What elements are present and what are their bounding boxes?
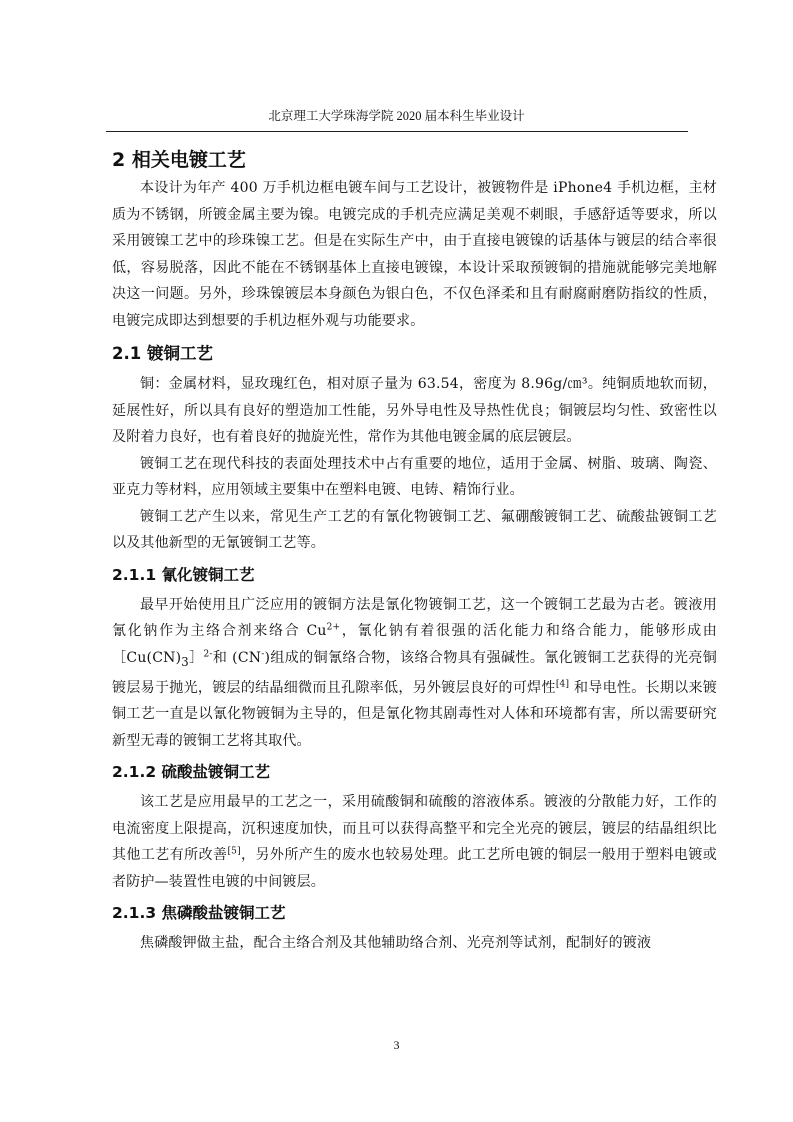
section-intro-paragraph: 本设计为年产 400 万手机边框电镀车间与工艺设计，被镀物件是 iPhone4 手机边框，主材质为不锈钢，所镀金属主要为镍。电镀完成的手机壳应满足美观不刺眼，手感舒适等要求，所以采用镀镍工艺中的珍珠镍工艺。但是在实际生产中，由于直接电镀镍的话基体与镀层的结合率很低，容易脱落，因此不能在不锈钢基体上直接电镀镍，本设计采取预镀铜的措施就能够完美地解决这一问题。另外，珍珠镍镀层本身颜色为银白色，不仅色泽柔和且有耐腐耐磨防指纹的性质，电镀完成即达到想要的手机边框外观与功能要求。	[112, 180, 717, 329]
citation-ref[interactable]: [5]	[227, 846, 241, 857]
subsection-2-1-heading: 2.1 镀铜工艺	[112, 344, 213, 363]
superscript: 2-	[203, 648, 213, 659]
copper-processes-paragraph: 镀铜工艺产生以来，常见生产工艺的有氰化物镀铜工艺、氟硼酸镀铜工艺、硫酸盐镀铜工艺以及其他新型的无氰镀铜工艺等。	[112, 508, 717, 551]
copper-properties-paragraph: 铜：金属材料，显玫瑰红色，相对原子量为 63.54，密度为 8.96g/㎝³。纯铜质地软而韧，延展性好，所以具有良好的塑造加工性能，另外导电性及导热性优良；铜镀层均匀性、致密性以及附着力良好，也有着良好的抛旋光性，常作为其他电镀金属的底层镀层。	[112, 376, 717, 445]
subsection-2-1-1-heading: 2.1.1 氰化镀铜工艺	[112, 565, 255, 584]
text-run: 该工艺是应用最早的工艺之一，采用硫酸铜和硫酸的溶液体系。镀液的分散能力好，工作的电流密度上限提高，沉积速度加快，而且可以获得高整平和完全光亮的镀层，镀层的结晶组织比其他工艺有所改善	[112, 794, 717, 864]
text-run: ，另外所产生的废水也较易处理。此工艺所电镀的铜层一般用于塑料电镀或者防护—装置性电镀的中间镀层。	[112, 847, 717, 890]
text-run: ，氰化钠有着很强的活化能力和络合能力，能够形成由［Cu(CN)	[112, 623, 717, 666]
superscript: 2+	[326, 622, 341, 633]
sulfate-plating-paragraph	[112, 789, 717, 895]
citation-ref[interactable]: [4]	[555, 679, 570, 690]
text-run: 最早开始使用且广泛应用的镀铜方法是氰化物镀铜工艺，这一个镀铜工艺最为古老。镀液用氰化钠作为主络合剂来络合 Cu	[112, 596, 717, 639]
text-run: 和 (CN	[212, 649, 262, 666]
text-run: )组成的铜氰络合物，该络合物具有强碱性。氰化镀铜工艺获得的光亮铜镀层易于抛光，镀层的结晶细微而且孔隙率低，另外镀层良好的可焊性	[112, 649, 718, 696]
page-content	[112, 146, 717, 957]
page-number: 3	[393, 1038, 400, 1052]
superscript: -	[261, 648, 265, 659]
subscript: 3	[181, 654, 189, 669]
text-run: 和导电性。长期以来镀铜工艺一直是以氰化物镀铜为主导的，但是氰化物其剧毒性对人体和环境都有害，所以需要研究新型无毒的镀铜工艺将其取代。	[112, 679, 718, 749]
cyanide-plating-paragraph	[112, 592, 717, 755]
pyrophosphate-plating-paragraph: 焦磷酸钾做主盐，配合主络合剂及其他辅助络合剂、光亮剂等试剂，配制好的镀液	[140, 935, 652, 952]
subsection-2-1-3-heading: 2.1.3 焦磷酸盐镀铜工艺	[112, 904, 286, 923]
text-run: ］	[188, 649, 204, 666]
page-header: 北京理工大学珠海学院 2020 届本科生毕业设计	[268, 109, 525, 123]
section-heading: 2 相关电镀工艺	[112, 149, 246, 171]
subsection-2-1-2-heading: 2.1.2 硫酸盐镀铜工艺	[112, 763, 271, 782]
header-rule	[106, 131, 688, 132]
copper-applications-paragraph: 镀铜工艺在现代科技的表面处理技术中占有重要的地位，适用于金属、树脂、玻璃、陶瓷、亚克力等材料，应用领域主要集中在塑料电镀、电铸、精饰行业。	[112, 455, 717, 498]
